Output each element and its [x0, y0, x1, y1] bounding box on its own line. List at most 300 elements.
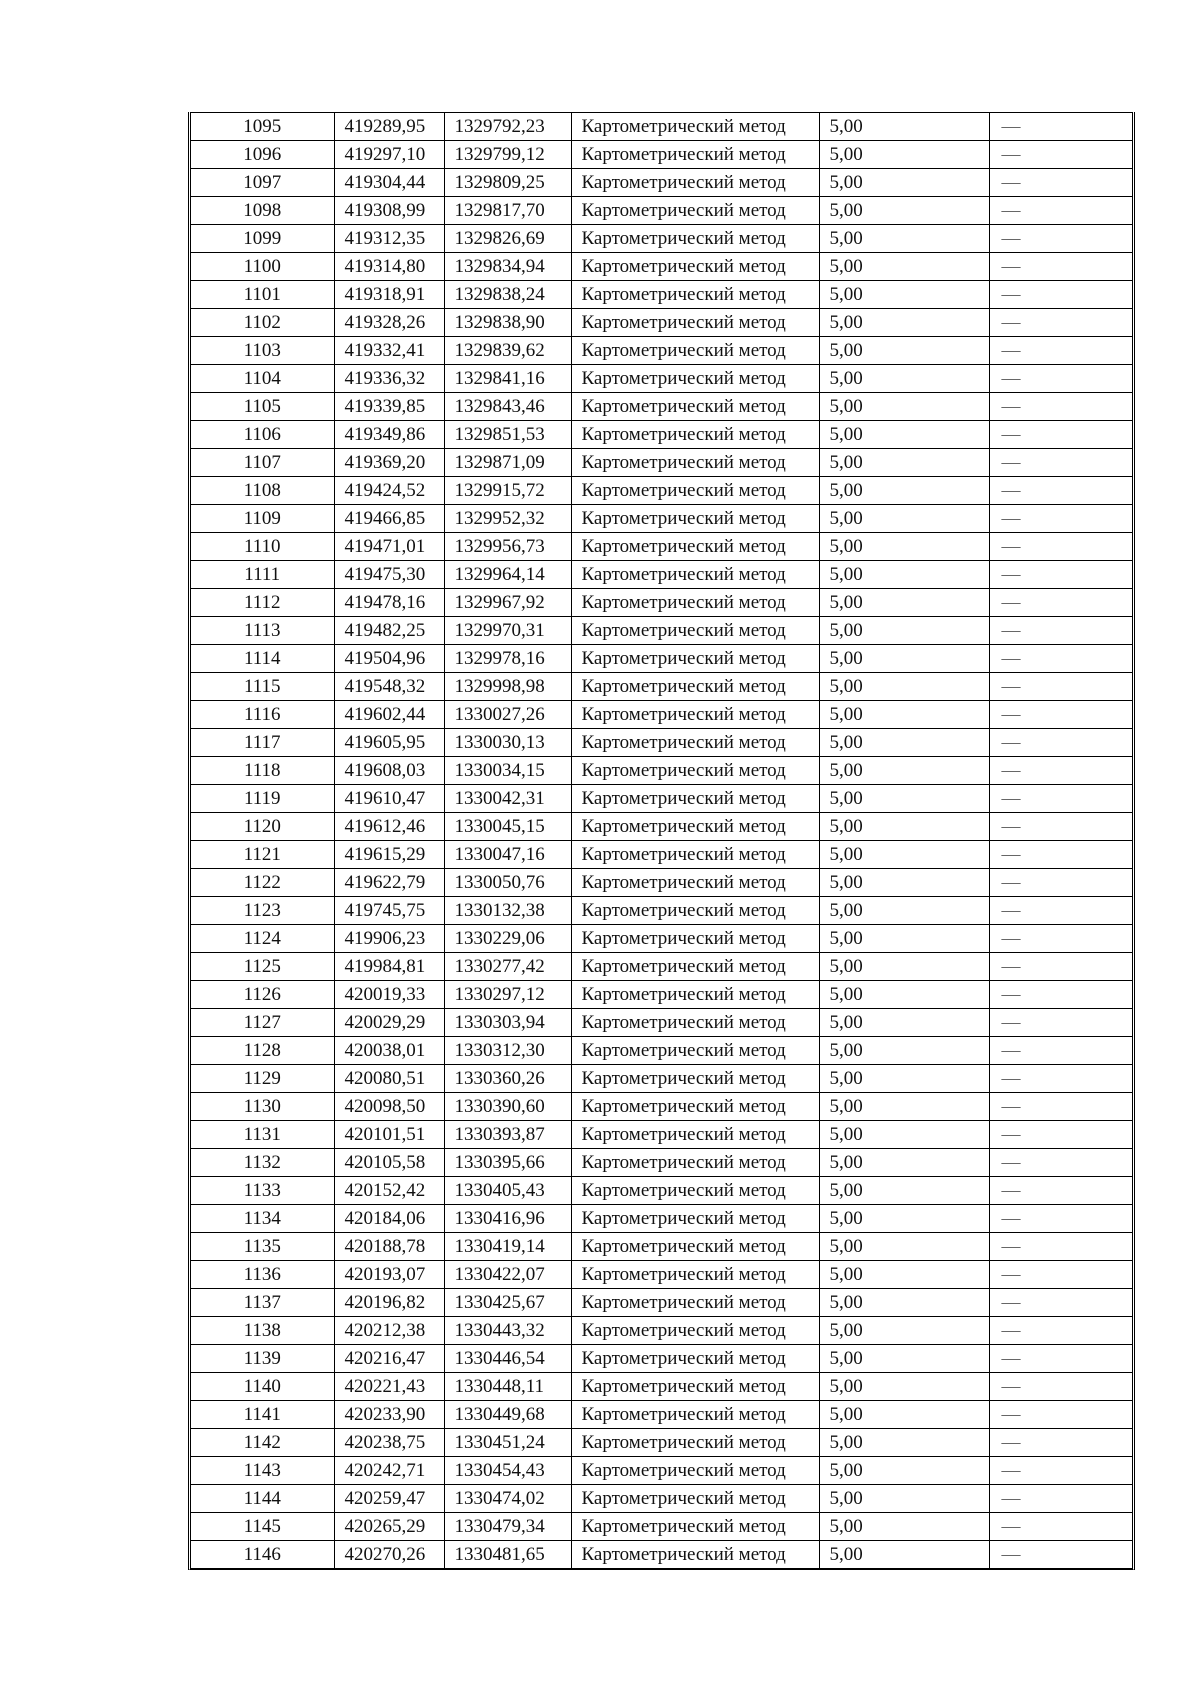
table-row — [191, 1233, 1132, 1261]
accuracy-cell: 5,00 — [819, 785, 989, 813]
method-cell: Картометрический метод — [571, 477, 819, 505]
x-coordinate-cell: 419424,52 — [334, 477, 444, 505]
y-coordinate-cell: 1329978,16 — [444, 645, 571, 673]
accuracy-cell: 5,00 — [819, 141, 989, 169]
table-row — [191, 1149, 1132, 1177]
accuracy-cell: 5,00 — [819, 869, 989, 897]
method-cell: Картометрический метод — [571, 505, 819, 533]
method-cell: Картометрический метод — [571, 673, 819, 701]
description-cell: — — [989, 1429, 1132, 1457]
table-row — [191, 925, 1132, 953]
accuracy-cell: 5,00 — [819, 309, 989, 337]
table-row — [191, 141, 1132, 169]
y-coordinate-cell: 1329826,69 — [444, 225, 571, 253]
y-coordinate-cell: 1330390,60 — [444, 1093, 571, 1121]
x-coordinate-cell: 419615,29 — [334, 841, 444, 869]
description-cell: — — [989, 1121, 1132, 1149]
accuracy-cell: 5,00 — [819, 169, 989, 197]
table-row — [191, 561, 1132, 589]
description-cell: — — [989, 981, 1132, 1009]
point-number-cell: 1098 — [191, 197, 334, 225]
table-row — [191, 421, 1132, 449]
point-number-cell: 1095 — [191, 113, 334, 141]
x-coordinate-cell: 419608,03 — [334, 757, 444, 785]
method-cell: Картометрический метод — [571, 953, 819, 981]
x-coordinate-cell: 419308,99 — [334, 197, 444, 225]
table-row — [191, 981, 1132, 1009]
x-coordinate-cell: 420238,75 — [334, 1429, 444, 1457]
y-coordinate-cell: 1330027,26 — [444, 701, 571, 729]
method-cell: Картометрический метод — [571, 729, 819, 757]
table-row — [191, 673, 1132, 701]
point-number-cell: 1099 — [191, 225, 334, 253]
y-coordinate-cell: 1329838,24 — [444, 281, 571, 309]
accuracy-cell: 5,00 — [819, 1065, 989, 1093]
table-row — [191, 169, 1132, 197]
y-coordinate-cell: 1330393,87 — [444, 1121, 571, 1149]
description-cell: — — [989, 953, 1132, 981]
method-cell: Картометрический метод — [571, 561, 819, 589]
method-cell: Картометрический метод — [571, 1317, 819, 1345]
method-cell: Картометрический метод — [571, 1289, 819, 1317]
y-coordinate-cell: 1329970,31 — [444, 617, 571, 645]
description-cell: — — [989, 925, 1132, 953]
x-coordinate-cell: 420196,82 — [334, 1289, 444, 1317]
point-number-cell: 1101 — [191, 281, 334, 309]
accuracy-cell: 5,00 — [819, 757, 989, 785]
method-cell: Картометрический метод — [571, 1037, 819, 1065]
x-coordinate-cell: 419622,79 — [334, 869, 444, 897]
accuracy-cell: 5,00 — [819, 1513, 989, 1541]
table-row — [191, 729, 1132, 757]
method-cell: Картометрический метод — [571, 757, 819, 785]
point-number-cell: 1111 — [191, 561, 334, 589]
point-number-cell: 1104 — [191, 365, 334, 393]
x-coordinate-cell: 419349,86 — [334, 421, 444, 449]
y-coordinate-cell: 1329809,25 — [444, 169, 571, 197]
accuracy-cell: 5,00 — [819, 1345, 989, 1373]
method-cell: Картометрический метод — [571, 169, 819, 197]
method-cell: Картометрический метод — [571, 309, 819, 337]
description-cell: — — [989, 645, 1132, 673]
accuracy-cell: 5,00 — [819, 953, 989, 981]
description-cell: — — [989, 1541, 1132, 1569]
description-cell: — — [989, 1373, 1132, 1401]
y-coordinate-cell: 1330479,34 — [444, 1513, 571, 1541]
table-row — [191, 533, 1132, 561]
x-coordinate-cell: 419369,20 — [334, 449, 444, 477]
y-coordinate-cell: 1330449,68 — [444, 1401, 571, 1429]
y-coordinate-cell: 1329838,90 — [444, 309, 571, 337]
table-row — [191, 589, 1132, 617]
accuracy-cell: 5,00 — [819, 617, 989, 645]
method-cell: Картометрический метод — [571, 1513, 819, 1541]
point-number-cell: 1110 — [191, 533, 334, 561]
x-coordinate-cell: 420038,01 — [334, 1037, 444, 1065]
accuracy-cell: 5,00 — [819, 1289, 989, 1317]
description-cell: — — [989, 1037, 1132, 1065]
point-number-cell: 1143 — [191, 1457, 334, 1485]
description-cell: — — [989, 225, 1132, 253]
y-coordinate-cell: 1330474,02 — [444, 1485, 571, 1513]
point-number-cell: 1134 — [191, 1205, 334, 1233]
x-coordinate-cell: 420105,58 — [334, 1149, 444, 1177]
point-number-cell: 1132 — [191, 1149, 334, 1177]
description-cell: — — [989, 477, 1132, 505]
method-cell: Картометрический метод — [571, 113, 819, 141]
y-coordinate-cell: 1329843,46 — [444, 393, 571, 421]
y-coordinate-cell: 1330422,07 — [444, 1261, 571, 1289]
description-cell: — — [989, 281, 1132, 309]
y-coordinate-cell: 1330446,54 — [444, 1345, 571, 1373]
point-number-cell: 1131 — [191, 1121, 334, 1149]
method-cell: Картометрический метод — [571, 1093, 819, 1121]
point-number-cell: 1122 — [191, 869, 334, 897]
point-number-cell: 1100 — [191, 253, 334, 281]
method-cell: Картометрический метод — [571, 1541, 819, 1569]
point-number-cell: 1135 — [191, 1233, 334, 1261]
point-number-cell: 1106 — [191, 421, 334, 449]
description-cell: — — [989, 1345, 1132, 1373]
accuracy-cell: 5,00 — [819, 1177, 989, 1205]
description-cell: — — [989, 337, 1132, 365]
y-coordinate-cell: 1329799,12 — [444, 141, 571, 169]
coordinates-table-frame — [188, 112, 1135, 1570]
accuracy-cell: 5,00 — [819, 561, 989, 589]
description-cell: — — [989, 701, 1132, 729]
method-cell: Картометрический метод — [571, 869, 819, 897]
table-row — [191, 785, 1132, 813]
accuracy-cell: 5,00 — [819, 1009, 989, 1037]
method-cell: Картометрический метод — [571, 1121, 819, 1149]
y-coordinate-cell: 1329841,16 — [444, 365, 571, 393]
point-number-cell: 1097 — [191, 169, 334, 197]
point-number-cell: 1105 — [191, 393, 334, 421]
x-coordinate-cell: 419289,95 — [334, 113, 444, 141]
x-coordinate-cell: 419475,30 — [334, 561, 444, 589]
description-cell: — — [989, 813, 1132, 841]
x-coordinate-cell: 419328,26 — [334, 309, 444, 337]
x-coordinate-cell: 419312,35 — [334, 225, 444, 253]
description-cell: — — [989, 141, 1132, 169]
accuracy-cell: 5,00 — [819, 533, 989, 561]
y-coordinate-cell: 1330047,16 — [444, 841, 571, 869]
description-cell: — — [989, 729, 1132, 757]
x-coordinate-cell: 420212,38 — [334, 1317, 444, 1345]
x-coordinate-cell: 419297,10 — [334, 141, 444, 169]
y-coordinate-cell: 1330050,76 — [444, 869, 571, 897]
point-number-cell: 1126 — [191, 981, 334, 1009]
accuracy-cell: 5,00 — [819, 1093, 989, 1121]
table-row — [191, 897, 1132, 925]
table-row — [191, 841, 1132, 869]
description-cell: — — [989, 1401, 1132, 1429]
point-number-cell: 1127 — [191, 1009, 334, 1037]
x-coordinate-cell: 420193,07 — [334, 1261, 444, 1289]
accuracy-cell: 5,00 — [819, 365, 989, 393]
accuracy-cell: 5,00 — [819, 281, 989, 309]
y-coordinate-cell: 1330297,12 — [444, 981, 571, 1009]
description-cell: — — [989, 561, 1132, 589]
description-cell: — — [989, 757, 1132, 785]
y-coordinate-cell: 1329817,70 — [444, 197, 571, 225]
accuracy-cell: 5,00 — [819, 589, 989, 617]
description-cell: — — [989, 309, 1132, 337]
point-number-cell: 1108 — [191, 477, 334, 505]
method-cell: Картометрический метод — [571, 701, 819, 729]
y-coordinate-cell: 1330395,66 — [444, 1149, 571, 1177]
point-number-cell: 1118 — [191, 757, 334, 785]
description-cell: — — [989, 897, 1132, 925]
point-number-cell: 1103 — [191, 337, 334, 365]
method-cell: Картометрический метод — [571, 1429, 819, 1457]
method-cell: Картометрический метод — [571, 421, 819, 449]
x-coordinate-cell: 420265,29 — [334, 1513, 444, 1541]
method-cell: Картометрический метод — [571, 1373, 819, 1401]
point-number-cell: 1096 — [191, 141, 334, 169]
method-cell: Картометрический метод — [571, 925, 819, 953]
y-coordinate-cell: 1330030,13 — [444, 729, 571, 757]
accuracy-cell: 5,00 — [819, 197, 989, 225]
description-cell: — — [989, 1177, 1132, 1205]
x-coordinate-cell: 419745,75 — [334, 897, 444, 925]
description-cell: — — [989, 393, 1132, 421]
description-cell: — — [989, 1205, 1132, 1233]
x-coordinate-cell: 420080,51 — [334, 1065, 444, 1093]
point-number-cell: 1115 — [191, 673, 334, 701]
x-coordinate-cell: 419318,91 — [334, 281, 444, 309]
description-cell: — — [989, 1317, 1132, 1345]
y-coordinate-cell: 1329871,09 — [444, 449, 571, 477]
accuracy-cell: 5,00 — [819, 1317, 989, 1345]
description-cell: — — [989, 673, 1132, 701]
method-cell: Картометрический метод — [571, 645, 819, 673]
accuracy-cell: 5,00 — [819, 1233, 989, 1261]
table-row — [191, 1009, 1132, 1037]
y-coordinate-cell: 1330448,11 — [444, 1373, 571, 1401]
description-cell: — — [989, 1149, 1132, 1177]
method-cell: Картометрический метод — [571, 1345, 819, 1373]
x-coordinate-cell: 420019,33 — [334, 981, 444, 1009]
table-row — [191, 309, 1132, 337]
y-coordinate-cell: 1330405,43 — [444, 1177, 571, 1205]
x-coordinate-cell: 420029,29 — [334, 1009, 444, 1037]
x-coordinate-cell: 419504,96 — [334, 645, 444, 673]
method-cell: Картометрический метод — [571, 1177, 819, 1205]
table-row — [191, 645, 1132, 673]
x-coordinate-cell: 420184,06 — [334, 1205, 444, 1233]
table-row — [191, 1541, 1132, 1569]
x-coordinate-cell: 420221,43 — [334, 1373, 444, 1401]
table-row — [191, 393, 1132, 421]
point-number-cell: 1146 — [191, 1541, 334, 1569]
method-cell: Картометрический метод — [571, 253, 819, 281]
point-number-cell: 1133 — [191, 1177, 334, 1205]
table-row — [191, 1121, 1132, 1149]
x-coordinate-cell: 420188,78 — [334, 1233, 444, 1261]
table-row — [191, 365, 1132, 393]
point-number-cell: 1102 — [191, 309, 334, 337]
y-coordinate-cell: 1330416,96 — [444, 1205, 571, 1233]
table-row — [191, 1457, 1132, 1485]
y-coordinate-cell: 1329834,94 — [444, 253, 571, 281]
y-coordinate-cell: 1330229,06 — [444, 925, 571, 953]
point-number-cell: 1107 — [191, 449, 334, 477]
description-cell: — — [989, 1289, 1132, 1317]
table-row — [191, 505, 1132, 533]
accuracy-cell: 5,00 — [819, 421, 989, 449]
y-coordinate-cell: 1330360,26 — [444, 1065, 571, 1093]
description-cell: — — [989, 365, 1132, 393]
description-cell: — — [989, 1065, 1132, 1093]
table-row — [191, 1093, 1132, 1121]
point-number-cell: 1121 — [191, 841, 334, 869]
x-coordinate-cell: 419605,95 — [334, 729, 444, 757]
point-number-cell: 1144 — [191, 1485, 334, 1513]
x-coordinate-cell: 420242,71 — [334, 1457, 444, 1485]
accuracy-cell: 5,00 — [819, 813, 989, 841]
accuracy-cell: 5,00 — [819, 337, 989, 365]
accuracy-cell: 5,00 — [819, 673, 989, 701]
y-coordinate-cell: 1329851,53 — [444, 421, 571, 449]
accuracy-cell: 5,00 — [819, 1149, 989, 1177]
table-row — [191, 757, 1132, 785]
point-number-cell: 1136 — [191, 1261, 334, 1289]
accuracy-cell: 5,00 — [819, 477, 989, 505]
method-cell: Картометрический метод — [571, 141, 819, 169]
point-number-cell: 1109 — [191, 505, 334, 533]
point-number-cell: 1125 — [191, 953, 334, 981]
method-cell: Картометрический метод — [571, 533, 819, 561]
table-row — [191, 953, 1132, 981]
x-coordinate-cell: 420101,51 — [334, 1121, 444, 1149]
accuracy-cell: 5,00 — [819, 1121, 989, 1149]
table-row — [191, 1485, 1132, 1513]
x-coordinate-cell: 419906,23 — [334, 925, 444, 953]
method-cell: Картометрический метод — [571, 197, 819, 225]
description-cell: — — [989, 785, 1132, 813]
accuracy-cell: 5,00 — [819, 1401, 989, 1429]
description-cell: — — [989, 197, 1132, 225]
x-coordinate-cell: 419466,85 — [334, 505, 444, 533]
point-number-cell: 1130 — [191, 1093, 334, 1121]
accuracy-cell: 5,00 — [819, 505, 989, 533]
method-cell: Картометрический метод — [571, 1401, 819, 1429]
description-cell: — — [989, 1093, 1132, 1121]
x-coordinate-cell: 420233,90 — [334, 1401, 444, 1429]
table-row — [191, 449, 1132, 477]
point-number-cell: 1123 — [191, 897, 334, 925]
x-coordinate-cell: 419612,46 — [334, 813, 444, 841]
table-row — [191, 253, 1132, 281]
point-number-cell: 1138 — [191, 1317, 334, 1345]
method-cell: Картометрический метод — [571, 281, 819, 309]
description-cell: — — [989, 113, 1132, 141]
table-row — [191, 869, 1132, 897]
table-row — [191, 1177, 1132, 1205]
y-coordinate-cell: 1329792,23 — [444, 113, 571, 141]
method-cell: Картометрический метод — [571, 785, 819, 813]
point-number-cell: 1113 — [191, 617, 334, 645]
description-cell: — — [989, 505, 1132, 533]
y-coordinate-cell: 1330132,38 — [444, 897, 571, 925]
accuracy-cell: 5,00 — [819, 701, 989, 729]
table-row — [191, 1289, 1132, 1317]
description-cell: — — [989, 169, 1132, 197]
method-cell: Картометрический метод — [571, 589, 819, 617]
description-cell: — — [989, 617, 1132, 645]
x-coordinate-cell: 419482,25 — [334, 617, 444, 645]
accuracy-cell: 5,00 — [819, 1429, 989, 1457]
point-number-cell: 1116 — [191, 701, 334, 729]
x-coordinate-cell: 420152,42 — [334, 1177, 444, 1205]
accuracy-cell: 5,00 — [819, 253, 989, 281]
description-cell: — — [989, 1233, 1132, 1261]
accuracy-cell: 5,00 — [819, 393, 989, 421]
description-cell: — — [989, 1261, 1132, 1289]
point-number-cell: 1119 — [191, 785, 334, 813]
description-cell: — — [989, 841, 1132, 869]
description-cell: — — [989, 589, 1132, 617]
x-coordinate-cell: 419548,32 — [334, 673, 444, 701]
method-cell: Картометрический метод — [571, 365, 819, 393]
y-coordinate-cell: 1330481,65 — [444, 1541, 571, 1569]
accuracy-cell: 5,00 — [819, 1457, 989, 1485]
y-coordinate-cell: 1330045,15 — [444, 813, 571, 841]
method-cell: Картометрический метод — [571, 1009, 819, 1037]
point-number-cell: 1145 — [191, 1513, 334, 1541]
method-cell: Картометрический метод — [571, 981, 819, 1009]
accuracy-cell: 5,00 — [819, 1541, 989, 1569]
accuracy-cell: 5,00 — [819, 981, 989, 1009]
y-coordinate-cell: 1329964,14 — [444, 561, 571, 589]
method-cell: Картометрический метод — [571, 1205, 819, 1233]
description-cell: — — [989, 1457, 1132, 1485]
table-row — [191, 1065, 1132, 1093]
description-cell: — — [989, 1513, 1132, 1541]
method-cell: Картометрический метод — [571, 337, 819, 365]
accuracy-cell: 5,00 — [819, 841, 989, 869]
x-coordinate-cell: 419336,32 — [334, 365, 444, 393]
accuracy-cell: 5,00 — [819, 729, 989, 757]
description-cell: — — [989, 1485, 1132, 1513]
method-cell: Картометрический метод — [571, 617, 819, 645]
method-cell: Картометрический метод — [571, 813, 819, 841]
table-row — [191, 225, 1132, 253]
point-number-cell: 1129 — [191, 1065, 334, 1093]
accuracy-cell: 5,00 — [819, 1205, 989, 1233]
table-row — [191, 1373, 1132, 1401]
accuracy-cell: 5,00 — [819, 925, 989, 953]
table-row — [191, 1317, 1132, 1345]
y-coordinate-cell: 1330425,67 — [444, 1289, 571, 1317]
y-coordinate-cell: 1329839,62 — [444, 337, 571, 365]
table-row — [191, 281, 1132, 309]
y-coordinate-cell: 1329956,73 — [444, 533, 571, 561]
y-coordinate-cell: 1330312,30 — [444, 1037, 571, 1065]
method-cell: Картометрический метод — [571, 1149, 819, 1177]
method-cell: Картометрический метод — [571, 897, 819, 925]
y-coordinate-cell: 1330419,14 — [444, 1233, 571, 1261]
accuracy-cell: 5,00 — [819, 225, 989, 253]
x-coordinate-cell: 419610,47 — [334, 785, 444, 813]
method-cell: Картометрический метод — [571, 841, 819, 869]
table-row — [191, 197, 1132, 225]
point-number-cell: 1142 — [191, 1429, 334, 1457]
coordinates-table-body — [191, 113, 1132, 1569]
x-coordinate-cell: 419304,44 — [334, 169, 444, 197]
accuracy-cell: 5,00 — [819, 449, 989, 477]
